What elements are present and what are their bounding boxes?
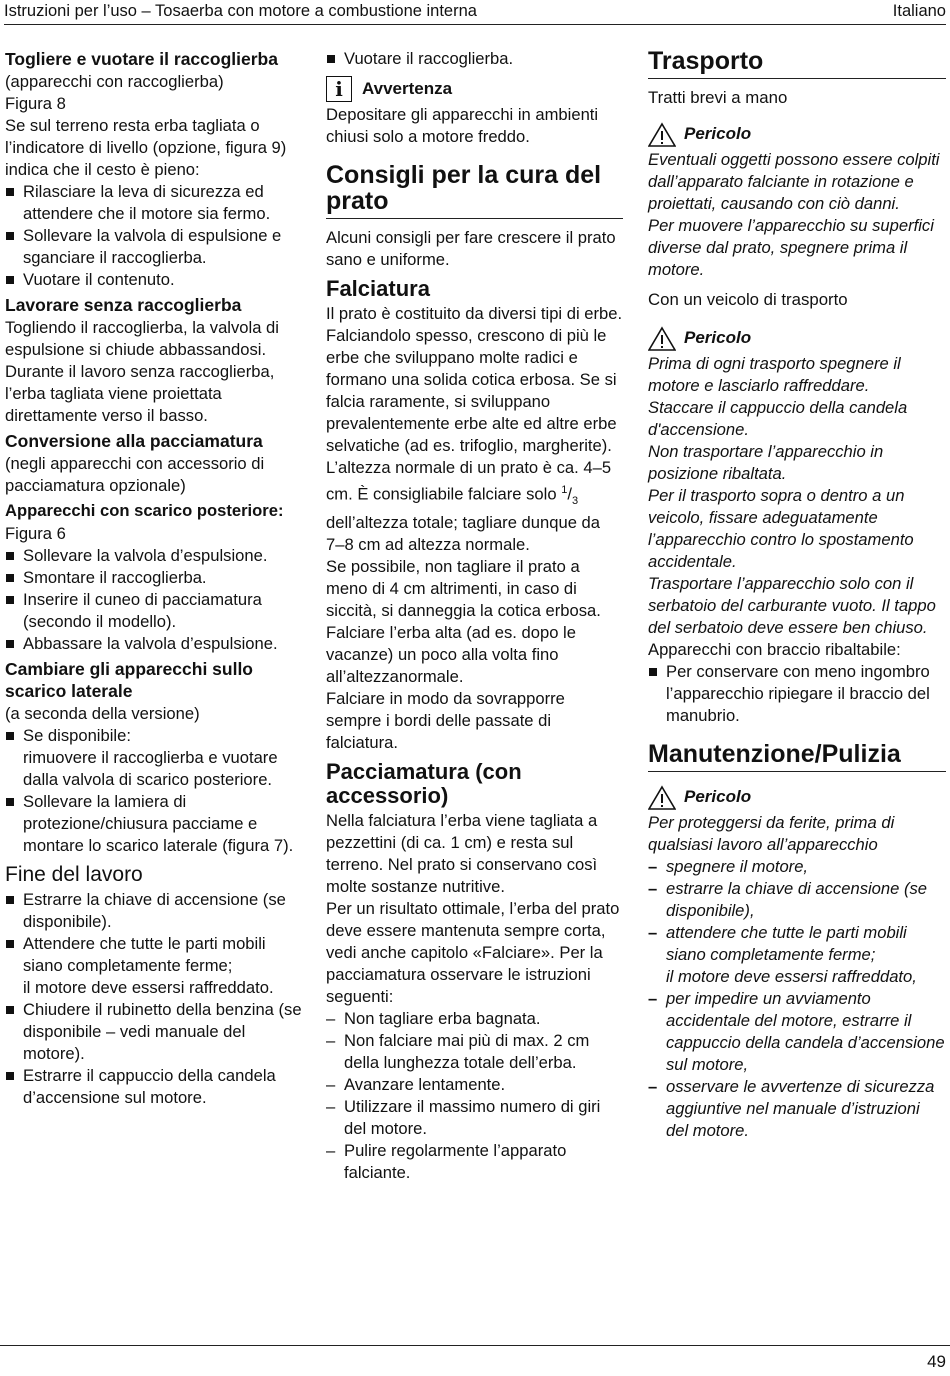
paragraph: Figura 6 <box>5 524 66 543</box>
list-item: Sollevare la lamiera di protezione/chiusura pacciame e montare lo scarico laterale (figura 7). <box>5 791 303 857</box>
section-heading: Cambiare gli apparecchi sullo scarico laterale <box>5 659 253 701</box>
danger-title: Pericolo <box>684 124 752 143</box>
info-icon: i <box>326 76 352 102</box>
warning-icon <box>648 326 676 352</box>
paragraph: Per proteggersi da ferite, prima di qualsiasi lavoro all’apparecchio <box>648 813 895 854</box>
bullet-list <box>5 545 303 655</box>
paragraph: Falciare in modo da sovrapporre sempre i bordi delle passate di falciatura. <box>326 688 565 752</box>
list-item: Inserire il cuneo di pacciamatura (secondo il modello). <box>5 589 303 633</box>
paragraph: Prima di ogni trasporto spegnere il motore e lasciarlo raffreddare. <box>648 354 901 395</box>
list-item: – per impedire un avviamento accidentale del motore, estrarre il cappuccio della candela d’accensione sul motore, <box>648 988 946 1076</box>
list-item: Vuotare il contenuto. <box>5 269 303 291</box>
section-heading: Pacciamatura (con accessorio) <box>326 758 522 808</box>
chapter-heading: Manutenzione/Pulizia <box>648 741 946 772</box>
list-item: – Non tagliare erba bagnata. <box>326 1008 623 1030</box>
section-heading: Falciatura <box>326 276 430 301</box>
column-left <box>5 48 303 1109</box>
paragraph: Depositare gli apparecchi in ambienti chiusi solo a motore freddo. <box>326 105 599 146</box>
list-item: – Utilizzare il massimo numero di giri del motore. <box>326 1096 623 1140</box>
list-item-text: attendere che tutte le parti mobili siano completamente ferme; <box>666 923 907 964</box>
footer-rule <box>0 1345 950 1346</box>
paragraph: Non trasportare l’apparecchio in posizione ribaltata. <box>648 442 884 483</box>
paragraph: Per un risultato ottimale, l’erba del prato deve essere mantenuta sempre corta, vedi anche capitolo «Falciare». Per la pacciamatura osservare le istruzioni seguenti: <box>326 898 620 1006</box>
danger-heading <box>648 784 946 810</box>
list-item: – Pulire regolarmente l’apparato falciante. <box>326 1140 623 1184</box>
list-item: – Avanzare lentamente. <box>326 1074 623 1096</box>
paragraph: Eventuali oggetti possono essere colpiti dall’apparato falciante in rotazione e proiettati, causando con ciò danni. <box>648 150 940 213</box>
section-heading: Lavorare senza raccoglierba <box>5 295 242 315</box>
list-item: Sollevare la valvola di espulsione e sganciare il raccoglierba. <box>5 225 303 269</box>
list-item: Vuotare il raccoglierba. <box>326 48 623 70</box>
section-heading: Togliere e vuotare il raccoglierba <box>5 49 278 69</box>
text: dell’altezza totale; tagliare dunque da 7–8 cm ad altezza normale. <box>326 512 600 554</box>
paragraph: Il prato è costituito da diversi tipi di erbe. Falciandolo spesso, crescono di più le erbe che sviluppano molte radici e formano una solida cotica erbosa. Se si falcia raramente, si sviluppano prevalentemente erbe alte ed altre erbe selvatiche (ad es. trifoglio, margherite). <box>326 304 623 455</box>
list-item: Estrarre il cappuccio della candela d’accensione sul motore. <box>5 1065 303 1109</box>
paragraph: Apparecchi con braccio ribaltabile: <box>648 640 901 659</box>
fraction-denominator: 3 <box>571 494 579 507</box>
list-item: – spegnere il motore, <box>648 856 946 878</box>
list-item: – Non falciare mai più di max. 2 cm della lunghezza totale dell’erba. <box>326 1030 623 1074</box>
chapter-heading: Trasporto <box>648 48 946 79</box>
list-item: – estrarre la chiave di accensione (se disponibile), <box>648 878 946 922</box>
list-item: Abbassare la valvola d’espulsione. <box>5 633 303 655</box>
paragraph: Per muovere l’apparecchio su superfici diverse dal prato, spegnere prima il motore. <box>648 216 934 279</box>
sub-heading: Apparecchi con scarico posteriore: <box>5 501 284 520</box>
fraction-slash: / <box>567 484 572 504</box>
dash-list <box>326 1008 623 1184</box>
bullet-list <box>648 661 946 727</box>
list-item: Per conservare con meno ingombro l’apparecchio ripiegare il braccio del manubrio. <box>648 661 946 727</box>
warning-icon <box>648 785 676 811</box>
paragraph <box>326 457 623 556</box>
list-item: Sollevare la valvola d’espulsione. <box>5 545 303 567</box>
paragraph: Staccare il cappuccio della candela d'accensione. <box>648 398 908 439</box>
bullet-list <box>5 181 303 291</box>
list-item: Chiudere il rubinetto della benzina (se disponibile – vedi manuale del motore). <box>5 999 303 1065</box>
text: L’altezza normale di un prato è ca. 4–5 cm. È consigliabile falciare solo <box>326 458 612 504</box>
list-item-text: il motore deve essersi raffreddato, <box>666 967 917 986</box>
section-heading: Conversione alla pacciamatura <box>5 431 263 451</box>
paragraph: (apparecchi con raccoglierba) <box>5 72 224 91</box>
list-item-text: Se disponibile: <box>23 726 131 745</box>
list-item <box>648 922 946 988</box>
notice-title: Avvertenza <box>362 79 453 98</box>
paragraph: Togliendo il raccoglierba, la valvola di espulsione si chiude abbassandosi. Durante il lavoro senza raccoglierba, l’erba tagliata viene proiettata direttamente verso il basso. <box>5 318 279 425</box>
danger-title: Pericolo <box>684 328 752 347</box>
danger-heading <box>648 121 946 147</box>
paragraph: Falciare l’erba alta (ad es. dopo le vacanze) un poco alla volta fino all’altezzanormale. <box>326 622 576 686</box>
list-item <box>5 725 303 791</box>
notice-heading <box>326 76 623 102</box>
bullet-list <box>326 48 623 70</box>
danger-heading <box>648 325 946 351</box>
column-middle <box>326 48 623 1184</box>
paragraph: Alcuni consigli per fare crescere il prato sano e uniforme. <box>326 228 616 269</box>
danger-title: Pericolo <box>684 787 752 806</box>
dash-list <box>648 856 946 1142</box>
list-item-text: rimuovere il raccoglierba e vuotare dalla valvola di scarico posteriore. <box>23 748 278 789</box>
paragraph: Trasportare l’apparecchio solo con il serbatoio del carburante vuoto. Il tappo del serbatoio deve essere ben chiuso. <box>648 574 936 637</box>
list-item-text: Attendere che tutte le parti mobili siano completamente ferme; <box>23 934 266 975</box>
paragraph: Figura 8 <box>5 94 66 113</box>
list-item <box>5 933 303 999</box>
paragraph: Se sul terreno resta erba tagliata o l’indicatore di livello (opzione, figura 9) indica che il cesto è pieno: <box>5 116 287 179</box>
sub-heading: Con un veicolo di trasporto <box>648 290 848 309</box>
list-item: Rilasciare la leva di sicurezza ed attendere che il motore sia fermo. <box>5 181 303 225</box>
bullet-list <box>5 889 303 1109</box>
paragraph: (a seconda della versione) <box>5 704 200 723</box>
list-item-text: il motore deve essersi raffreddato. <box>23 978 274 997</box>
column-right <box>648 48 946 1142</box>
page-header <box>4 2 946 25</box>
paragraph: Se possibile, non tagliare il prato a meno di 4 cm altrimenti, in caso di siccità, si danneggia la cotica erbosa. <box>326 556 601 620</box>
paragraph: (negli apparecchi con accessorio di pacciamatura opzionale) <box>5 454 265 495</box>
list-item: Smontare il raccoglierba. <box>5 567 303 589</box>
bullet-list <box>5 725 303 857</box>
fraction-numerator: 1 <box>561 484 568 496</box>
header-language: Italiano <box>892 2 946 20</box>
sub-heading: Tratti brevi a mano <box>648 88 788 107</box>
paragraph: Nella falciatura l’erba viene tagliata a pezzettini (di ca. 1 cm) e resta sul terreno. Nel prato si conservano così molte sostanze nutritive. <box>326 810 598 896</box>
list-item: – osservare le avvertenze di sicurezza aggiuntive nel manuale d’istruzioni del motore. <box>648 1076 946 1142</box>
paragraph: Per il trasporto sopra o dentro a un veicolo, fissare adeguatamente l’apparecchio contro lo spostamento accidentale. <box>648 486 914 571</box>
section-heading: Fine del lavoro <box>5 863 143 886</box>
header-title: Istruzioni per l’uso – Tosaerba con motore a combustione interna <box>4 2 477 20</box>
list-item: Estrarre la chiave di accensione (se disponibile). <box>5 889 303 933</box>
warning-icon <box>648 122 676 148</box>
chapter-heading: Consigli per la cura del prato <box>326 162 623 219</box>
page-number: 49 <box>927 1352 946 1371</box>
